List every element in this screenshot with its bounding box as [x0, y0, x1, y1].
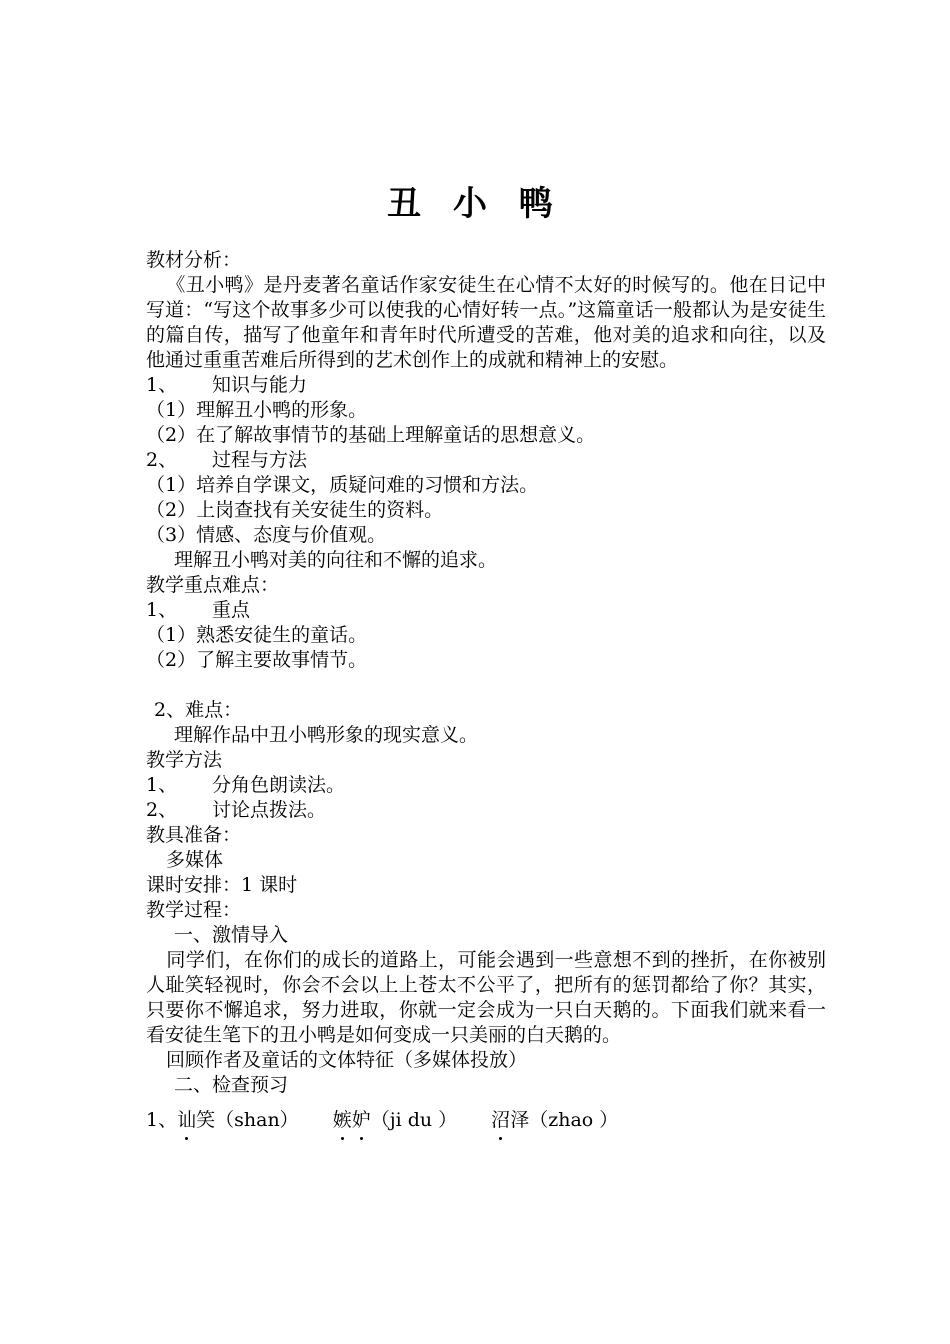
- list-item: （3）情感、态度与价值观。: [146, 524, 387, 546]
- list-item: （1）培养自学课文，质疑问难的习惯和方法。: [146, 474, 539, 496]
- key-heading-focus: [146, 598, 826, 623]
- tools-text: 多媒体: [166, 849, 224, 871]
- goal-attitude-text: 理解丑小鸭对美的向往和不懈的追求。: [174, 549, 498, 571]
- intro-paragraph: [146, 948, 826, 1048]
- pinyin-exercise: [146, 1108, 826, 1138]
- list-item: （1）理解丑小鸭的形象。: [146, 399, 368, 421]
- list-item: （2）在了解故事情节的基础上理解童话的思想意义。: [146, 424, 596, 446]
- emphasis-char: 沼: [491, 1109, 511, 1131]
- emphasis-char: 妒: [351, 1109, 371, 1131]
- list-number: 2、: [146, 449, 178, 471]
- pinyin-answer: （shan）: [215, 1109, 299, 1131]
- analysis-paragraph: [146, 273, 826, 373]
- spacer: [146, 673, 826, 698]
- section-heading-method: 教学方法: [146, 749, 223, 771]
- list-label: 知识与能力: [212, 374, 308, 396]
- section-heading-process: 教学过程：: [146, 899, 242, 921]
- goal-heading-knowledge: [146, 373, 826, 398]
- list-label: 重点: [212, 599, 251, 621]
- pinyin-answer: （zhao ）: [529, 1109, 619, 1131]
- list-number: 1、: [146, 599, 178, 621]
- page-title: 丑 小 鸭: [387, 184, 563, 224]
- intro-text: 同学们，在你们的成长的道路上，可能会遇到一些意想不到的挫折，在你被别人耻笑轻视时，你会不会以上上苍太不公平了，把所有的惩罚都给了你？其实，只要你不懈追求，努力进取，你就一定会成为一只白天鹅的。下面我们就来看一看安徒生笔下的丑小鸭是如何变成一只美丽的白天鹅的。: [146, 949, 826, 1046]
- list-label: 讨论点拨法。: [212, 799, 327, 821]
- pinyin-answer: （ji du ）: [370, 1109, 458, 1131]
- method-item: [146, 773, 826, 798]
- section-heading-tools: 教具准备：: [146, 824, 242, 846]
- list-item: （2）了解主要故事情节。: [146, 649, 368, 671]
- list-item: （1）熟悉安徒生的童话。: [146, 624, 368, 646]
- review-text: 回顾作者及童话的文体特征（多媒体投放）: [166, 1049, 528, 1071]
- emphasis-char: 嫉: [332, 1109, 352, 1131]
- document-body: [146, 248, 826, 1138]
- emphasis-char: 讪: [177, 1109, 197, 1131]
- step-title-preview: 二、检查预习: [174, 1074, 289, 1096]
- list-number: 1、: [146, 1109, 178, 1131]
- list-number: 1、: [146, 374, 178, 396]
- list-label: 过程与方法: [212, 449, 308, 471]
- schedule-text: 课时安排：1 课时: [146, 874, 298, 896]
- difficulty-text: 理解作品中丑小鸭形象的现实意义。: [174, 724, 479, 746]
- goal-heading-process: [146, 448, 826, 473]
- list-label: 分角色朗读法。: [212, 774, 346, 796]
- section-heading-key-points: 教学重点难点：: [146, 574, 280, 596]
- key-heading-difficulty: 2、难点：: [154, 699, 243, 721]
- method-item: [146, 798, 826, 823]
- analysis-text: 《丑小鸭》是丹麦著名童话作家安徒生在心情不太好的时候写的。他在日记中写道：“写这个故事多少可以使我的心情好转一点。”这篇童话一般都认为是安徒生的篇自传，描写了他童年和青年时代所遭受的苦难，他对美的追求和向往，以及他通过重重苦难后所得到的艺术创作上的成就和精神上的安慰。: [146, 274, 826, 371]
- list-number: 1、: [146, 774, 178, 796]
- step-title-intro: 一、激情导入: [174, 924, 289, 946]
- section-heading-analysis: 教材分析：: [146, 249, 242, 271]
- word-char: 笑: [196, 1109, 216, 1131]
- list-item: （2）上岗查找有关安徒生的资料。: [146, 499, 444, 521]
- list-number: 2、: [146, 799, 178, 821]
- word-char: 泽: [510, 1109, 530, 1131]
